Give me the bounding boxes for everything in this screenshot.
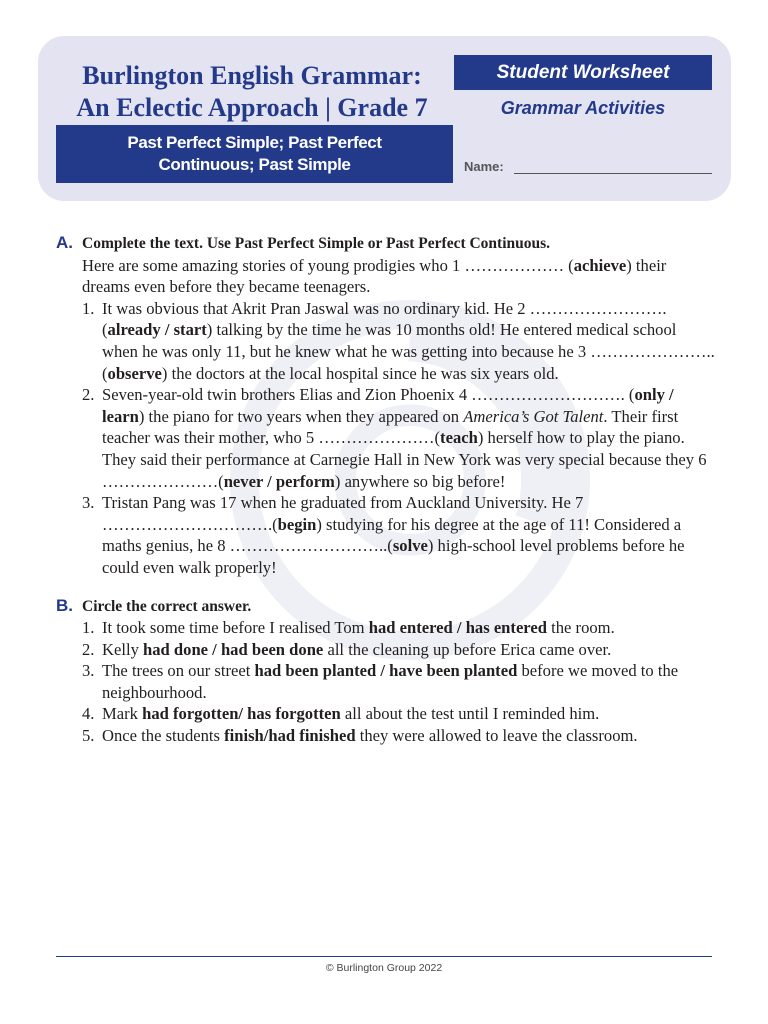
- answer-options[interactable]: had been planted / have been planted: [254, 661, 518, 681]
- list-item: [82, 660, 716, 703]
- text-part: ) the piano for two years when they appeared on: [138, 406, 464, 426]
- item-number: 4.: [82, 704, 95, 724]
- text-part: Mark: [102, 704, 143, 724]
- verb-prompt: never / perform: [223, 471, 335, 491]
- item-text: [102, 703, 716, 725]
- section-a-list: [82, 298, 716, 579]
- section-a-heading: [56, 232, 716, 255]
- text-part: . Their first teacher was their mother, who 5 …………………(: [102, 406, 679, 448]
- text-part: ) the doctors at the local hospital since he was six years old.: [161, 363, 559, 383]
- section-b-list: [82, 617, 716, 747]
- worksheet-body: [56, 232, 716, 747]
- section-a-letter: A.: [56, 233, 73, 252]
- name-label: Name:: [464, 159, 504, 174]
- answer-options[interactable]: had forgotten/ has forgotten: [142, 704, 341, 724]
- name-blank-line[interactable]: [514, 159, 712, 174]
- item-number: 3.: [82, 493, 95, 513]
- verb-prompt: begin: [277, 514, 317, 534]
- topic-text: Past Perfect Simple; Past Perfect Continuous; Past Simple: [127, 133, 382, 174]
- show-title: America’s Got Talent: [463, 406, 604, 426]
- intro-verb: achieve: [573, 255, 627, 275]
- item-text: [102, 384, 716, 492]
- text-part: ) anywhere so big before!: [334, 471, 506, 491]
- list-item: [82, 703, 716, 725]
- text-part: Seven-year-old twin brothers Elias and Zion Phoenix 4 ………………………. (: [102, 385, 635, 405]
- section-a-instruction: Complete the text. Use Past Perfect Simple or Past Perfect Continuous.: [82, 235, 551, 252]
- answer-options[interactable]: had entered / has entered: [368, 618, 547, 638]
- name-field: [464, 159, 712, 174]
- text-part: It was obvious that Akrit Pran Jaswal was no ordinary kid. He 2 …………………….(: [102, 298, 667, 340]
- copyright-footer: © Burlington Group 2022: [325, 962, 443, 974]
- section-a: [56, 232, 716, 579]
- list-item: [82, 492, 716, 578]
- verb-prompt: observe: [107, 363, 162, 383]
- item-text: [102, 639, 716, 661]
- text-part: ) talking by the time he was 10 months old! He entered medical school when he was only 11, but he knew what he was getting into because he 3 …………………..(: [102, 320, 715, 383]
- text-part: Kelly: [102, 639, 144, 659]
- item-number: 3.: [82, 661, 95, 681]
- item-text: [102, 617, 716, 639]
- text-part: they were allowed to leave the classroom.: [355, 726, 638, 746]
- text-part: ) high-school level problems before he could even walk properly!: [102, 536, 685, 577]
- text-part: Tristan Pang was 17 when he graduated from Auckland University. He 7 ………………………….(: [102, 493, 584, 534]
- text-part: ) studying for his degree at the age of 11! Considered a maths genius, he 8 ………………………..(: [102, 514, 682, 556]
- list-item: [82, 298, 716, 384]
- intro-text-a: Here are some amazing stories of young prodigies who 1 ……………… (: [82, 255, 574, 275]
- item-number: 5.: [82, 726, 95, 746]
- section-a-intro: [82, 255, 716, 298]
- item-number: 1.: [82, 298, 95, 318]
- item-text: [102, 298, 716, 384]
- list-item: [82, 384, 716, 492]
- intro-text-b: ) their dreams even before they became teenagers.: [82, 255, 667, 297]
- item-number: 2.: [82, 385, 95, 405]
- text-part: before we moved to the neighbourhood.: [102, 661, 679, 702]
- item-number: 2.: [82, 639, 95, 659]
- text-part: ) herself how to play the piano. They said their performance at Carnegie Hall in New York was very special because they 6 …………………(: [102, 428, 707, 491]
- book-title-line2: An Eclectic Approach | Grade 7: [76, 93, 428, 122]
- list-item: [82, 617, 716, 639]
- book-title-line1: Burlington English Grammar:: [82, 61, 422, 90]
- item-number: 1.: [82, 618, 95, 638]
- section-b-instruction: Circle the correct answer.: [82, 597, 252, 615]
- text-part: the room.: [546, 618, 615, 638]
- section-b: [56, 595, 716, 747]
- answer-options[interactable]: finish/had finished: [224, 726, 356, 746]
- verb-prompt: solve: [392, 536, 428, 556]
- text-part: The trees on our street: [102, 661, 255, 681]
- list-item: [82, 639, 716, 661]
- text-part: Once the students: [102, 726, 225, 746]
- item-text: [102, 725, 716, 747]
- footer-divider: [56, 956, 712, 957]
- book-title: [52, 60, 452, 124]
- verb-prompt: teach: [440, 428, 478, 448]
- worksheet-banner: [454, 55, 712, 90]
- item-text: [102, 660, 716, 703]
- topic-banner: [56, 125, 453, 183]
- answer-options[interactable]: had done / had been done: [143, 639, 324, 659]
- section-b-letter: B.: [56, 595, 73, 615]
- section-b-heading: [56, 595, 716, 618]
- text-part: It took some time before I realised Tom: [102, 618, 369, 638]
- verb-prompt: only / learn: [102, 385, 674, 426]
- list-item: [82, 725, 716, 747]
- item-text: [102, 492, 716, 578]
- text-part: all about the test until I reminded him.: [340, 704, 600, 724]
- text-part: all the cleaning up before Erica came over.: [323, 639, 612, 659]
- verb-prompt: already / start: [107, 320, 207, 340]
- worksheet-label: Student Worksheet: [496, 62, 670, 83]
- activities-label: Grammar Activities: [500, 98, 666, 118]
